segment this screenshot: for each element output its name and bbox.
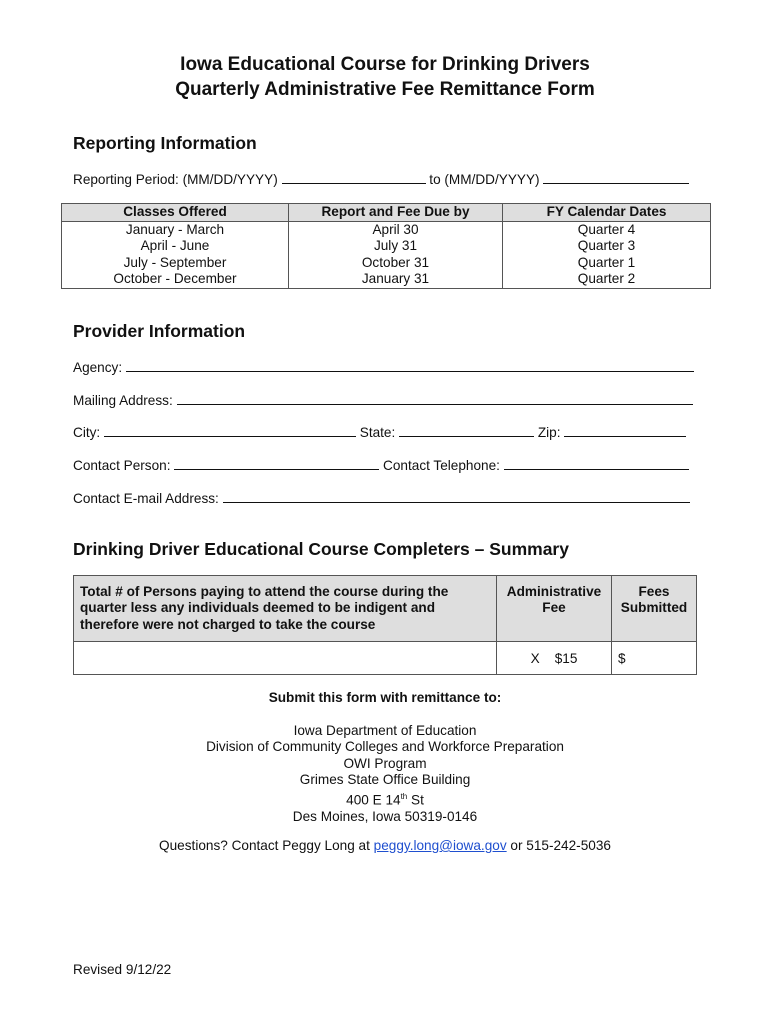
street-ordinal: th: [400, 791, 408, 801]
fees-submitted-header: Fees Submitted: [612, 576, 697, 642]
quarter-schedule-table: [61, 203, 711, 289]
reporting-info-heading: Reporting Information: [73, 133, 257, 153]
summary-input-row: [74, 642, 697, 675]
admin-fee-header: Administrative Fee: [497, 576, 612, 642]
address-line: Division of Community Colleges and Workforce Preparation: [206, 739, 564, 755]
form-title-line1: Iowa Educational Course for Drinking Drivers: [180, 54, 590, 75]
multiplier-symbol: X: [530, 650, 540, 666]
table-row: [62, 238, 711, 255]
provider-info-heading: Provider Information: [73, 321, 246, 341]
admin-fee-cell: [497, 642, 612, 675]
questions-line: [0, 838, 770, 854]
schedule-header-row: [62, 204, 711, 222]
contact-telephone-field[interactable]: [504, 457, 689, 470]
city-state-zip-row: [73, 424, 686, 440]
reporting-period-row: [73, 171, 689, 187]
persons-count-header: Total # of Persons paying to attend the course during the quarter less any individuals deemed to be indigent and therefore were not charged to take the course: [74, 576, 497, 642]
dollar-sign: $: [618, 650, 626, 666]
contact-person-label: Contact Person:: [73, 458, 171, 473]
agency-row: [73, 359, 694, 375]
contact-email-field[interactable]: [223, 490, 690, 503]
mailing-address-block: [0, 723, 770, 825]
admin-fee-value: $15: [554, 650, 578, 666]
period-end-field[interactable]: [543, 171, 689, 184]
contact-email-link[interactable]: peggy.long@iowa.gov: [373, 838, 507, 853]
submit-instructions: Submit this form with remittance to:: [268, 690, 502, 705]
col-due-by: Report and Fee Due by: [289, 204, 503, 222]
table-cell: October - December: [62, 271, 289, 288]
table-cell: April - June: [62, 238, 289, 255]
zip-label: Zip:: [537, 425, 561, 440]
table-cell: July - September: [62, 255, 289, 272]
contact-telephone-label: Contact Telephone:: [383, 458, 500, 473]
street-suffix: St: [407, 792, 424, 808]
city-field[interactable]: [104, 424, 356, 437]
table-cell: Quarter 2: [503, 271, 711, 288]
table-row: [62, 221, 711, 238]
agency-field[interactable]: [126, 359, 694, 372]
questions-prefix: Questions? Contact Peggy Long at: [159, 838, 374, 853]
contact-person-field[interactable]: [174, 457, 379, 470]
summary-header-row: [74, 576, 697, 642]
city-label: City:: [73, 425, 101, 440]
street-prefix: 400 E 14: [346, 792, 401, 808]
persons-count-field[interactable]: [74, 642, 497, 675]
table-cell: July 31: [289, 238, 503, 255]
form-title-line2: Quarterly Administrative Fee Remittance Form: [175, 79, 595, 100]
col-classes-offered: Classes Offered: [62, 204, 289, 222]
email-row: [73, 490, 690, 506]
contact-row: [73, 457, 689, 473]
contact-email-label: Contact E-mail Address:: [73, 491, 219, 506]
address-line: Grimes State Office Building: [299, 772, 471, 788]
mailing-address-field[interactable]: [177, 392, 693, 405]
fees-submitted-field[interactable]: [612, 642, 697, 675]
mailing-row: [73, 392, 693, 408]
table-cell: January 31: [289, 271, 503, 288]
address-street: [0, 789, 770, 809]
address-line: Iowa Department of Education: [293, 723, 477, 738]
table-cell: April 30: [289, 221, 503, 238]
revised-date: Revised 9/12/22: [73, 962, 172, 977]
mailing-address-label: Mailing Address:: [73, 393, 173, 408]
table-cell: October 31: [289, 255, 503, 272]
reporting-period-label: Reporting Period: (MM/DD/YYYY): [73, 172, 278, 187]
table-row: [62, 255, 711, 272]
summary-table: [73, 575, 697, 675]
table-cell: Quarter 4: [503, 221, 711, 238]
table-row: [62, 271, 711, 288]
agency-label: Agency:: [73, 360, 123, 375]
state-label: State:: [359, 425, 396, 440]
zip-field[interactable]: [564, 424, 686, 437]
address-line: Des Moines, Iowa 50319-0146: [292, 808, 478, 824]
table-cell: Quarter 1: [503, 255, 711, 272]
state-field[interactable]: [399, 424, 534, 437]
col-fy-dates: FY Calendar Dates: [503, 204, 711, 222]
to-label: to (MM/DD/YYYY): [429, 172, 540, 187]
period-start-field[interactable]: [282, 171, 426, 184]
questions-suffix: or 515-242-5036: [506, 838, 611, 853]
summary-heading: Drinking Driver Educational Course Completers – Summary: [73, 539, 569, 559]
address-line: OWI Program: [343, 755, 427, 771]
table-cell: January - March: [62, 221, 289, 238]
table-cell: Quarter 3: [503, 238, 711, 255]
